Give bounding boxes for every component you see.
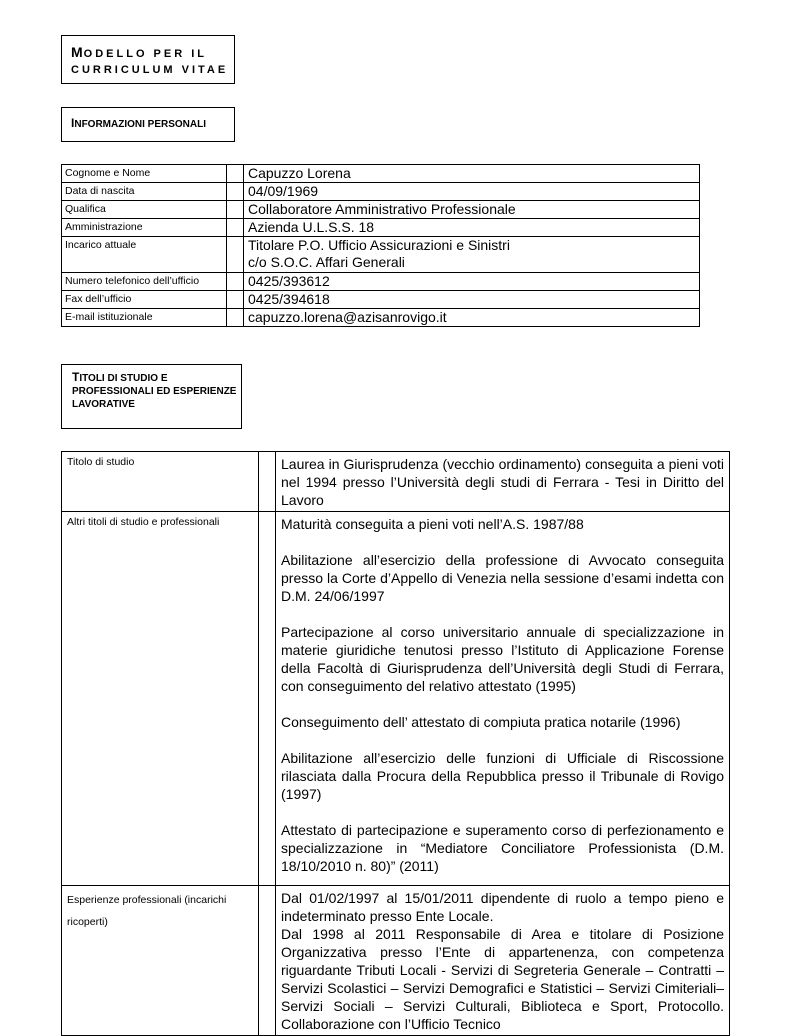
list-item: Partecipazione al corso universitario annuale di specializzazione in materie giuridiche tenutosi presso l’Istituto di Applicazione Forense della Facoltà di Giurisprudenza dell’Università degli Studi di Ferrara, con conseguimento del relativo attestato (1995) [281, 624, 724, 694]
document-title-box [61, 35, 235, 84]
field-label: Esperienze professionali (incarichi ricoperti) [62, 886, 259, 1036]
table-row [62, 219, 700, 237]
field-value: Laurea in Giurisprudenza (vecchio ordinamento) conseguita a pieni voti nel 1994 presso l’Università degli studi di Ferrara - Tesi in Diritto del Lavoro [276, 452, 730, 512]
list-item: Abilitazione all’esercizio delle funzioni di Ufficiale di Riscossione rilasciata dalla Procura della Repubblica presso il Tribunale di Rovigo (1997) [281, 750, 724, 802]
list-item: Maturità conseguita a pieni voti nell’A.S. 1987/88 [281, 516, 584, 532]
field-label: Fax dell’ufficio [62, 291, 227, 309]
table-row [62, 273, 700, 291]
field-label: Cognome e Nome [62, 165, 227, 183]
table-row [62, 183, 700, 201]
field-value: Collaboratore Amministrativo Professionale [244, 201, 700, 219]
field-label: Titolo di studio [62, 452, 259, 512]
field-value: 0425/394618 [244, 291, 700, 309]
field-value: Azienda U.L.S.S. 18 [244, 219, 700, 237]
field-value: Capuzzo Lorena [244, 165, 700, 183]
field-value: capuzzo.lorena@azisanrovigo.it [244, 309, 700, 327]
document-subtitle: CURRICULUM VITAE [71, 64, 229, 76]
field-label: Qualifica [62, 201, 227, 219]
table-row [62, 165, 700, 183]
personal-info-table [61, 164, 700, 327]
field-label: Amministrazione [62, 219, 227, 237]
field-label: Numero telefonico dell’ufficio [62, 273, 227, 291]
field-value: 04/09/1969 [244, 183, 700, 201]
list-item: Attestato di partecipazione e superamento corso di perfezionamento e specializzazione in “Mediatore Conciliatore Professionista (D.M. 18/10/2010 n. 80)” (2011) [281, 822, 724, 874]
table-row [62, 291, 700, 309]
list-item: Abilitazione all’esercizio della professione di Avvocato conseguita presso la Corte d’Appello di Venezia nella sessione d’esami indetta con D.M. 24/06/1997 [281, 552, 724, 604]
list-item: Conseguimento dell’ attestato di compiuta pratica notarile (1996) [281, 714, 681, 730]
table-row [62, 309, 700, 327]
table-row [62, 512, 730, 886]
section-personal-info: INFORMAZIONI PERSONALI [61, 107, 235, 142]
field-label: E-mail istituzionale [62, 309, 227, 327]
table-row [62, 237, 700, 273]
table-row [62, 886, 730, 1036]
field-value: 0425/393612 [244, 273, 700, 291]
field-value: Titolare P.O. Ufficio Assicurazioni e Sinistri c/o S.O.C. Affari Generali [244, 237, 700, 273]
table-row [62, 452, 730, 512]
document-title: MODELLO PER IL [71, 44, 208, 60]
section-education-experience: TITOLI DI STUDIO E PROFESSIONALI ED ESPERIENZE LAVORATIVE [61, 364, 242, 429]
education-table [61, 451, 730, 1036]
table-row [62, 201, 700, 219]
field-value [276, 512, 730, 886]
field-label: Altri titoli di studio e professionali [62, 512, 259, 886]
field-label: Data di nascita [62, 183, 227, 201]
field-value: Dal 01/02/1997 al 15/01/2011 dipendente di ruolo a tempo pieno e indeterminato presso Ente Locale. Dal 1998 al 2011 Responsabile di Area e titolare di Posizione Organizzativa presso l’Ente di appartenenza, con competenza riguardante Tributi Locali - Servizi di Segreteria Generale – Contratti – Servizi Scolastici – Servizi Demografici e Statistici – Servizi Cimiteriali– Servizi Sociali – Servizi Culturali, Biblioteca e Sport, Protocollo. Collaborazione con l’Ufficio Tecnico [276, 886, 730, 1036]
field-label: Incarico attuale [62, 237, 227, 273]
